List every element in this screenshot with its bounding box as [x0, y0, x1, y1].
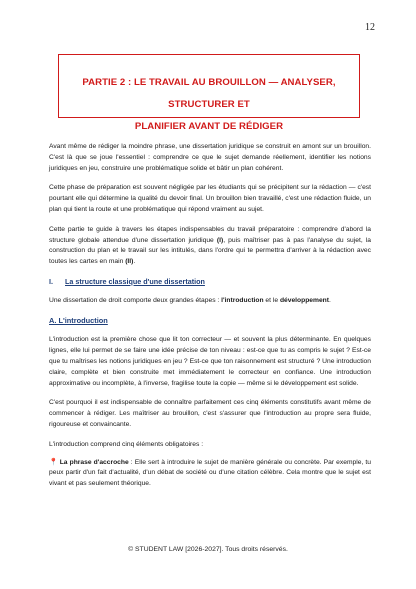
p3-ref-II: (II)	[125, 258, 134, 266]
accroche-text: : Elle sert à introduire le sujet de manière générale ou concrète. Par exemple, tu peux partir d'un fait d'actualité, d'un débat de société ou d'une citation célèbre. Cela montre que le sujet est vivant et pas seulement théorique.	[49, 458, 371, 488]
section-heading-I	[49, 277, 371, 288]
introduction-paragraph: L'introduction est la première chose que lit ton correcteur — et souvent la plus déterminante. En quelques lignes, elle lui permet de se faire une idée précise de ton niveau : est-ce que tu as compris le sujet ? Est-ce que tu maîtrises les notions juridiques en jeu ? Est-ce que ton raisonnement est structuré ? Une introduction claire, complète et bien construite met immédiatement le correcteur en confiance. Une introduction approximative ou incomplète, à l'inverse, fragilise toute la copie — même si le développement est solide.	[49, 336, 371, 387]
p4-text-e: .	[329, 296, 331, 304]
pin-icon: 📍	[49, 458, 58, 466]
page-body	[49, 142, 371, 499]
p3-ref-I: (I)	[216, 236, 224, 244]
intro-paragraph-2: Cette phase de préparation est souvent négligée par les étudiants qui se précipitent sur la rédaction — c'est pourtant elle qui détermine la qualité du devoir final. Un brouillon bien travaillé, c'est une rédaction fluide, un plan qui tient la route et une problématique qui répond vraiment au sujet.	[49, 184, 371, 213]
section-title: La structure classique d'une dissertation	[65, 276, 205, 286]
p4-text-c: et le	[263, 296, 280, 304]
p3-text-e: .	[133, 258, 136, 266]
p4-introduction: l'introduction	[221, 296, 264, 304]
p4-text-a: Une dissertation de droit comporte deux grandes étapes :	[49, 296, 222, 304]
copyright-footer: © STUDENT LAW [2026-2027]. Tous droits réservés.	[128, 546, 288, 553]
part-title-box	[58, 54, 360, 132]
accroche-item	[49, 458, 371, 490]
part-title-line-2: PLANIFIER AVANT DE RÉDIGER	[134, 121, 284, 132]
accroche-label: La phrase d'accroche	[59, 458, 129, 466]
structure-paragraph	[49, 296, 371, 307]
intro-paragraph-1: Avant même de rédiger la moindre phrase, une dissertation juridique se construit en amont sur un brouillon. C'est là que se joue l'essentiel : comprendre ce que le sujet demande réellement, identifier les notions juridiques en jeu, construire une problématique solide et bâtir un plan cohérent.	[49, 143, 371, 172]
subsection-heading-A: A. L'introduction	[49, 315, 108, 325]
intro-paragraph-3	[49, 225, 371, 268]
elements-lead: L'introduction comprend cinq éléments obligatoires :	[49, 440, 204, 448]
page-number: 12	[365, 22, 375, 33]
elements-paragraph: C'est pourquoi il est indispensable de connaître parfaitement ces cinq éléments constitutifs avant même de commencer à rédiger. Les maîtriser au brouillon, c'est s'assurer que l'introduction au propre sera fluide, rigoureuse et convaincante.	[49, 399, 371, 428]
section-number: I.	[49, 276, 53, 286]
part-title-line-1: PARTIE 2 : LE TRAVAIL AU BROUILLON — ANALYSER, STRUCTURER ET	[82, 77, 336, 110]
p3-text-c: , puis maîtriser pas à pas l'analyse du sujet, la construction du plan et le travail sur les intitulés, dans l'ordre qui te permettra d'arriver à la rédaction avec toutes les cartes en main	[49, 236, 371, 266]
p4-developpement: développement	[279, 296, 329, 304]
p3-text-a: Cette partie te guide à travers les étapes indispensables du travail préparatoire : comprendre d'abord la structure globale attendue d'une dissertation juridique	[49, 225, 371, 244]
